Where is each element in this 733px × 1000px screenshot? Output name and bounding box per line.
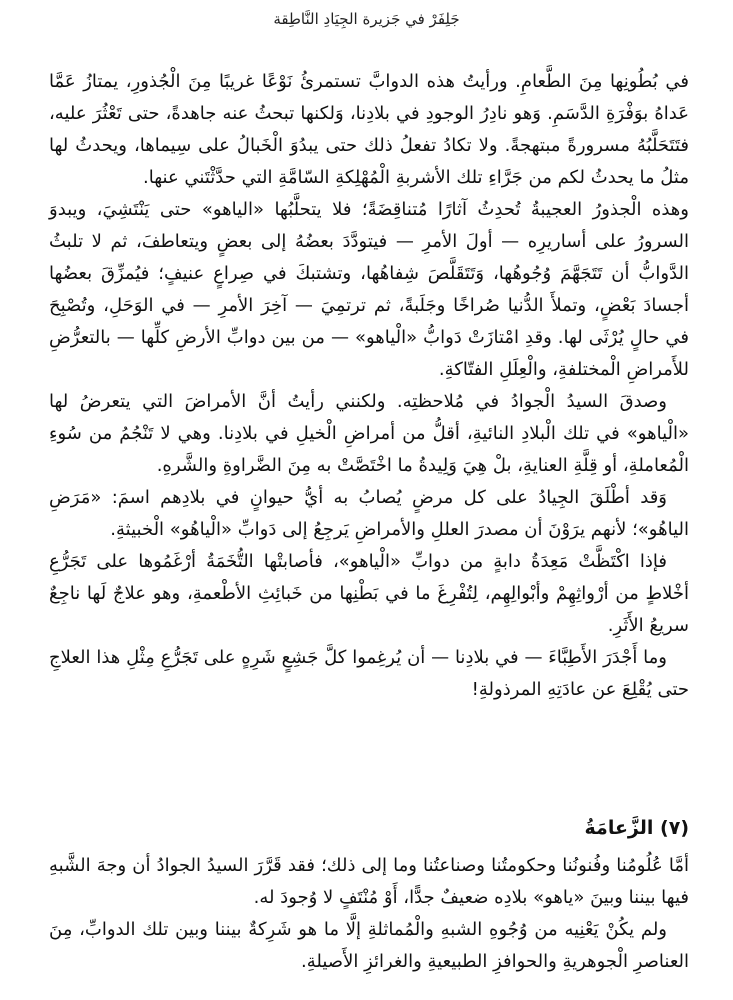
paragraph: وَقد أطْلَقَ الجِيادُ على كل مرضٍ يُصابُ به أيُّ حيوانٍ في بلادِهم اسمَ: «مَرَضِ الياهُو»؛ لأنهم يرَوْنَ أن مصدرَ العللِ والأمراضِ يَرجِعُ إلى دَوابِّ «الْياهُو» الْخبيثةِ. xyxy=(49,487,689,540)
section-body-text xyxy=(49,850,689,978)
section-heading: (٧) الزَّعامَةُ xyxy=(584,817,689,839)
paragraph: ولم يكُنْ يَعْنِيه من وُجُوهِ الشبهِ والْمُماثلةِ إلَّا ما هو شَرِكةٌ بيننا وبين تلك الدوابِّ، مِنَ العناصرِ الْجوهريةِ والحوافزِ الطبيعيةِ والغرائزِ الأَصيلةِ. xyxy=(49,919,689,972)
paragraph: وما أَجْدَرَ الأَطِبَّاءَ — في بلادِنا — أن يُرغِموا كلَّ جَشِعٍ شَرِهٍ على تَجَرُّعِ مِثْلِ هذا العلاجِ حتى يُقْلِعَ عن عادَتِهِ المرذولةِ! xyxy=(49,647,689,700)
paragraph: في بُطُونِها مِنَ الطَّعامِ. ورأيتُ هذه الدوابَّ تستمرئُ نَوْعًا غريبًا مِنَ الْجُذورِ، يمتازُ عَمَّا عَداهُ بوَفْرَةِ الدَّسَمِ. وَهو نادِرُ الوجودِ في بلادِنا، وَلكنها تبحثُ عنه جاهدةً، حتى تَعْثُرَ عليه، فتَتَحَلَّبُهُ مسرورةً مبتهجةً. ولا تكادُ تفعلُ ذلك حتى يبدُوَ الْخَبالُ على سِيماها، ويحدثُ لها مثلُ ما يحدثُ لكم من جَرَّاءِ تلك الأشربةِ الْمُهْلِكةِ السّامَّةِ التي حدَّثْتَني عنها. xyxy=(49,71,689,188)
paragraph: فإذا اكْتَظَّتْ مَعِدَةُ دابةٍ من دوابِّ «الْياهو»، فأصابتْها التُّخَمَةُ أرْغَمُوها على تَجَرُّعِ أخْلاطٍ من أرْواثِهِمْ وأبْوالِهِم، لِتُفْرِغَ ما في بَطْنِها من خَبائِثِ الأطْعمةِ، وهو علاجٌ لَها ناجِعٌ سريعُ الأَثَرِ. xyxy=(49,551,689,636)
running-header: جَلِفَرْ في جَزيرة الجِيَادِ النَّاطِقة xyxy=(273,10,460,28)
paragraph: وصدقَ السيدُ الْجوادُ في مُلاحظتِه. ولكنني رأيتُ أنَّ الأمراضَ التي يتعرضُ لها «الْياهو» في تلك الْبلادِ النائيةِ، أقلُّ من أمراضِ الْخيلِ في بلادِنا. وهي لا تَنْجُمُ من سُوءِ الْمُعاملةِ، أو قِلَّةِ العنايةِ، بلْ هِيَ وَلِيدةُ ما اخْتَصَّتْ به مِنَ الضَّراوةِ والشَّرهِ. xyxy=(49,391,689,476)
body-text xyxy=(49,66,689,706)
paragraph: أمَّا عُلُومُنا وفُنونُنا وحكومتُنا وصناعتُنا وما إلى ذلك؛ فقد قَرَّرَ السيدُ الجوادُ أن وجهَ الشَّبهِ فيها بيننا وبينَ «ياهو» بلادِه ضعيفٌ جدًّا، أَوْ مُنْتَفٍ لا وُجودَ له. xyxy=(49,855,689,908)
paragraph: وهذه الْجذورُ العجيبةُ تُحدِثُ آثارًا مُتناقِضَةً؛ فلا يتحلَّبُها «الياهو» حتى يَنْتَشِيَ، ويبدوَ السرورُ على أساريرِه — أولَ الأمرِ — فيتودَّدَ بعضُهُ إلى بعضٍ ويتعاطفَ، ثم لا تلبثُ الدَّوابُّ أن تَتَجَهَّمَ وُجُوهُها، وَتَتَقَلَّصَ شِفاهُها، وتشتبكَ في صِراعٍ عنيفٍ؛ فيُمزِّقَ بعضُها أجسادَ بَعْضٍ، وتملأَ الدُّنيا صُراخًا وجَلَبةً، ثم ترتمِيَ — آخِرَ الأمرِ — في الوَحَلِ، وتُصْبِحَ في حالٍ يُرْثَى لها. وقدِ امْتازَتْ دَوابُّ «الْياهو» — من بين دوابِّ الأرضِ كلِّها — بالتعرُّضِ للأَمراضِ الْمختلفةِ، والْعِلَلِ الفتّاكةِ. xyxy=(49,199,689,380)
